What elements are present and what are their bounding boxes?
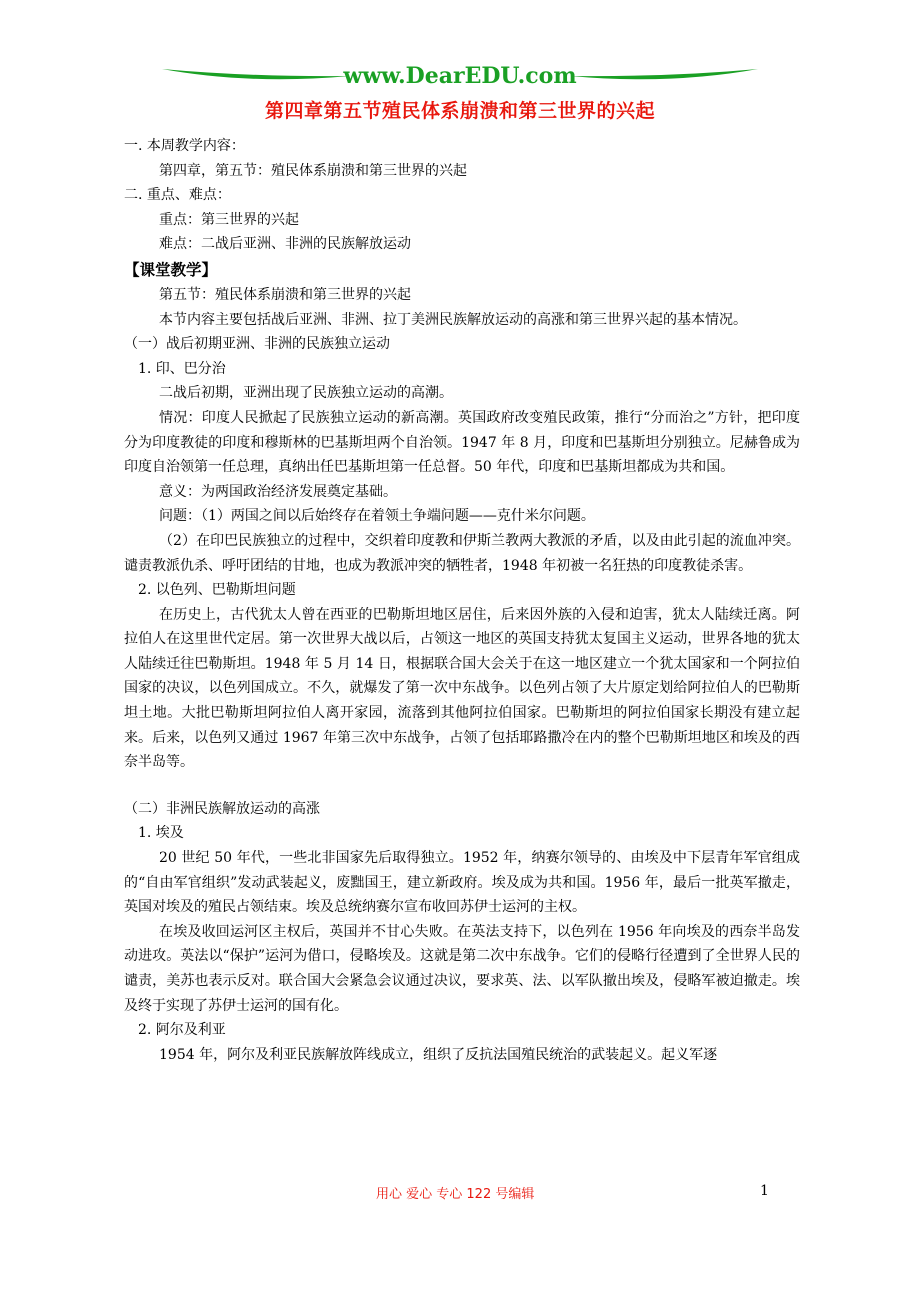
- section-heading-1: 一. 本周教学内容：: [124, 138, 245, 154]
- paragraph: 20 世纪 50 年代，一些北非国家先后取得独立。1952 年，纳赛尔领导的、由埃及中下层青年军官组成的“自由军官组织”发动武装起义，废黜国王，建立新政府。埃及成为共和国。1956 年，最后一批英军撤走，英国对埃及的殖民占领结束。埃及总统纳赛尔宣布收回苏伊士运河的主权。: [124, 850, 800, 916]
- difficult-point: 难点：二战后亚洲、非洲的民族解放运动: [159, 236, 411, 253]
- part-two-heading: （二）非洲民族解放运动的高涨: [124, 800, 320, 817]
- paragraph: 意义：为两国政治经济发展奠定基础。: [159, 483, 397, 500]
- banner-graphic: [160, 60, 760, 94]
- part-one-heading: （一）战后初期亚洲、非洲的民族独立运动: [124, 336, 390, 353]
- footer-text: 用心 爱心 专心 122 号编辑: [376, 1187, 535, 1202]
- spacer: [124, 775, 800, 797]
- site-url: www.DearEDU.com: [343, 63, 577, 89]
- lesson-summary: 本节内容主要包括战后亚洲、非洲、拉丁美洲民族解放运动的高涨和第三世界兴起的基本情况。: [159, 311, 747, 328]
- weekly-topic: 第四章，第五节：殖民体系崩溃和第三世界的兴起: [159, 162, 467, 179]
- site-banner: [160, 60, 760, 94]
- egypt-heading: 1. 埃及: [138, 825, 184, 842]
- paragraph: （2）在印巴民族独立的过程中，交织着印度教和伊斯兰教两大教派的矛盾，以及由此引起的流血冲突。谴责教派仇杀、呼吁团结的甘地，也成为教派冲突的牺牲者，1948 年初被一名狂热的印度教徒杀害。: [124, 532, 800, 574]
- india-pakistan-heading: 1. 印、巴分治: [138, 360, 226, 377]
- key-point: 重点：第三世界的兴起: [159, 211, 299, 228]
- page-title: 第四章第五节殖民体系崩溃和第三世界的兴起: [264, 100, 655, 122]
- page-number: 1: [760, 1183, 769, 1199]
- paragraph: 二战后初期，亚洲出现了民族独立运动的高潮。: [159, 385, 453, 402]
- paragraph: 1954 年，阿尔及利亚民族解放阵线成立，组织了反抗法国殖民统治的武装起义。起义军逐: [159, 1046, 718, 1063]
- algeria-heading: 2. 阿尔及利亚: [138, 1022, 226, 1039]
- document-body: [124, 134, 800, 1067]
- paragraph: 在埃及收回运河区主权后，英国并不甘心失败。在英法支持下，以色列在 1956 年向埃及的西奈半岛发动进攻。英法以“保护”运河为借口，侵略埃及。这就是第二次中东战争。它们的侵略行径遭到了全世界人民的谴责，美苏也表示反对。联合国大会紧急会议通过决议，要求英、法、以军队撤出埃及，侵略军被迫撤走。埃及终于实现了苏伊士运河的国有化。: [124, 923, 800, 1014]
- paragraph: 问题：（1）两国之间以后始终存在着领土争端问题——克什米尔问题。: [159, 508, 595, 525]
- section-heading-2: 二. 重点、难点：: [124, 187, 231, 204]
- paragraph: 在历史上，古代犹太人曾在西亚的巴勒斯坦地区居住，后来因外族的入侵和迫害，犹太人陆续迁离。阿拉伯人在这里世代定居。第一次世界大战以后，占领这一地区的英国支持犹太复国主义运动，世界各地的犹太人陆续迁往巴勒斯坦。1948 年 5 月 14 日，根据联合国大会关于在这一地区建立一个犹太国家和一个阿拉伯国家的决议，以色列国成立。不久，就爆发了第一次中东战争。以色列占领了大片原定划给阿拉伯人的巴勒斯坦土地。大批巴勒斯坦阿拉伯人离开家园，流落到其他阿拉伯国家。巴勒斯坦的阿拉伯国家长期没有建立起来。后来，以色列又通过 1967 年第三次中东战争，占领了包括耶路撒冷在内的整个巴勒斯坦地区和埃及的西奈半岛等。: [124, 606, 800, 771]
- israel-palestine-heading: 2. 以色列、巴勒斯坦问题: [138, 582, 296, 599]
- left-swoosh: [162, 69, 350, 79]
- paragraph: 情况：印度人民掀起了民族独立运动的新高潮。英国政府改变殖民政策，推行“分而治之”方针，把印度分为印度教徒的印度和穆斯林的巴基斯坦两个自治领。1947 年 8 月，印度和巴基斯坦分别独立。尼赫鲁成为印度自治领第一任总理，真纳出任巴基斯坦第一任总督。50 年代，印度和巴基斯坦都成为共和国。: [124, 409, 800, 476]
- lesson-title: 第五节：殖民体系崩溃和第三世界的兴起: [159, 286, 411, 303]
- classroom-heading: 【课堂教学】: [124, 260, 218, 279]
- right-swoosh: [570, 69, 758, 79]
